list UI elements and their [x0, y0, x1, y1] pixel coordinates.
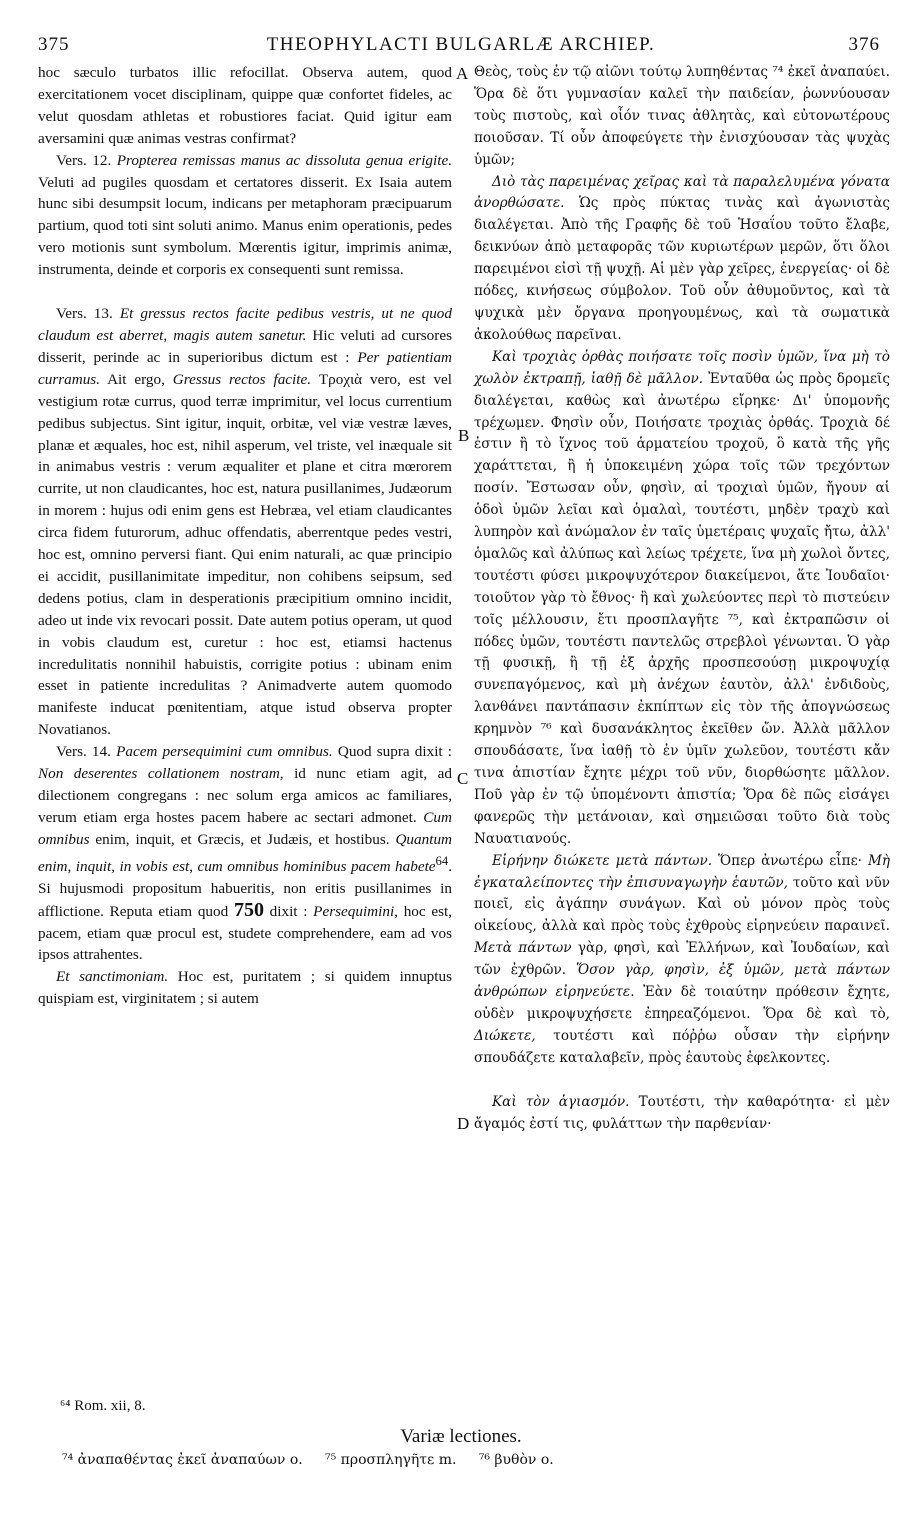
- variant-reading: ⁷⁶ βυθὸν ο.: [478, 1452, 554, 1468]
- variant-reading: ⁷⁴ ἀναπαθέντας ἐκεῖ ἀναπαύων ο.: [62, 1452, 303, 1468]
- latin-paragraph: Et sanctimoniam. Hoc est, puritatem ; si quidem innuptus quispiam est, virginitatem ; si autem: [38, 968, 452, 1008]
- greek-paragraph: Καὶ τὸν ἁγιασμόν. Τουτέστι, τὴν καθαρότητα· εἰ μὲν ἄγαμός ἐστί τις, φυλάττων τὴν παρθενίαν·: [474, 1093, 890, 1132]
- column-number: 750: [233, 898, 264, 921]
- margin-marker-b: B: [458, 426, 470, 445]
- greek-column: [474, 62, 890, 1136]
- greek-paragraph: Διὸ τὰς παρειμένας χεῖρας καὶ τὰ παραλελυμένα γόνατα ἀνορθώσατε. Ὡς πρὸς πύκτας τινὰς καὶ ἀγωνιστὰς διαλέγεται. Ἀπὸ τῆς Γραφῆς δὲ τοῦ Ἡσαΐου τοῦτο ἔλαβε, δεικνύων ἀπὸ μεταφορᾶς τῶν κυριωτέρων μερῶν, ὅτι ὅλοι παρειμένοι εἰσὶ τῇ ψυχῇ. Αἱ μὲν γὰρ χεῖρες, ἐνεργείας· οἱ δὲ πόδες, κινήσεως σύμβολον. Τοῦ οὖν ἀθυμοῦντος, καὶ τὰ ψυχικὰ μὲν ὄργανα προηγουμένως, καὶ τὰ σωματικὰ ἀκολούθως παρεῖναι.: [474, 173, 890, 343]
- variae-lectiones-title: Variæ lectiones.: [400, 1426, 522, 1447]
- footnote: ⁶⁴ Rom. xii, 8.: [60, 1398, 146, 1414]
- page-title: THEOPHYLACTI BULGARLÆ ARCHIEP.: [266, 34, 656, 55]
- footnote-ref: 64: [435, 853, 449, 868]
- latin-column: [38, 62, 452, 1010]
- latin-paragraph: Vers. 13. Et gressus rectos facite pedibus vestris, ut ne quod claudum est aberret, magis autem sanetur. Hic veluti ad cursores disserit, perinde ac in superioribus dictum est : Per patientiam curramus. Ait ergo, Gressus rectos facite. Τροχιὰ vero, est vel vestigium rotæ currus, quod terræ imprimitur, vel locus currentium pedibus subjectus. Sint igitur, inquit, orbitæ, vel viæ vestræ læves, planæ et æquales, hoc est, nihil asperum, vel triste, vel inæquale sit in animabus vestris : verum æqualiter et plane et citra mœrorem currite, ut non claudicantes, hoc est, natura pusillanimes, Judæorum in morem : hujus odi enim gens est Hebræa, vel etiam claudicantes circa fidem futurorum, adhuc offendatis, aberrentque pedes vestri, hoc est, omnino perversi fiant. Qui enim naturali, ac quæ principio ei accidit, pusillanimitate impeditur, non cohibens seipsum, sed dedens potius, clam in desperationis præcipitium omnino incidit, adeo ut inde vix revocari possit. Date autem potius operam, ut quod in vobis claudum est, curetur : hoc est, etiamsi hactenus incredulitatis nonnihil habuistis, corrigite potius : ubinam enim esset in patiente incredulitas ? Animadverte autem quomodo manifeste inducat pœnitentiam, atque istud observa propter Novatianos.: [38, 305, 453, 739]
- running-header: [0, 34, 922, 62]
- variae-lectiones-list: [62, 1452, 554, 1468]
- margin-marker-c: C: [457, 769, 469, 788]
- variant-reading: ⁷⁵ προσπληγῆτε m.: [325, 1452, 457, 1468]
- greek-paragraph: Εἰρήνην διώκετε μετὰ πάντων. Ὅπερ ἀνωτέρω εἶπε· Μὴ ἐγκαταλείποντες τὴν ἐπισυναγωγὴν ἑαυτῶν, τοῦτο καὶ νῦν ποιεῖ, εἰς ἀγάπην συνάγων. Καὶ οὐ μόνον πρὸς τοὺς οἰκείους, ἀλλὰ καὶ πρὸς τοὺς ἐχθροὺς εἰρηνεύειν παραινεῖ. Μετὰ πάντων γὰρ, φησὶ, καὶ Ἑλλήνων, καὶ Ἰουδαίων, καὶ τῶν ἐχθρῶν. Ὅσον γὰρ, φησὶν, ἐξ ὑμῶν, μετὰ πάντων ἀνθρώπων εἰρηνεύετε. Ἐὰν δὲ τοιαύτην πρόθεσιν ἔχητε, οὐδὲν μικροψυχήσετε ἐπηρεαζόμενοι. Ὅρα δὲ καὶ τὸ, Διώκετε, τουτέστι καὶ πόῤῥω οὖσαν τὴν εἰρήνην σπουδάζετε καταλαβεῖν, πρὸς ἑαυτοὺς ἐφελκοντες.: [474, 852, 891, 1066]
- page-number-left: 375: [38, 34, 70, 55]
- latin-paragraph: Vers. 14. Pacem persequimini cum omnibus. Quod supra dixit : Non deserentes collationem nostram, id nunc etiam agit, ad dilectionem congregans : nec solum erga amicos ac familiares, verum etiam erga hostes pacem habere ac sectari admonet. Cum omnibus enim, inquit, et Græcis, et Judæis, et hostibus. Quantum enim, inquit, in vobis est, cum omnibus hominibus pacem habete$^{64}$. Si hujusmodi propositum habueritis, non eritis pusillanimes in afflictione. Reputa etiam quod 750 dixit : Persequimini, hoc est, pacem, etiam quæ procul est, studete comprehendere, eam ad vos ipsos attrahentes.: [38, 743, 453, 964]
- greek-paragraph: Καὶ τροχιὰς ὀρθὰς ποιήσατε τοῖς ποσὶν ὑμῶν, ἵνα μὴ τὸ χωλὸν ἐκτραπῇ, ἰαθῇ δὲ μᾶλλον. Ἐνταῦθα ὡς πρὸς δρομεῖς διαλέγεται, καθὼς καὶ ἀνωτέρω εἴρηκε· Δι' ὑπομονῆς τρέχωμεν. Φησὶν οὖν, Ποιήσατε τροχιὰς ὀρθάς. Τροχιὰ δέ ἐστιν ἢ τὸ ἴχνος τοῦ ἁρματείου τροχοῦ, ὃ κατὰ τῆς γῆς χαράττεται, ἢ ἡ ὑποκειμένη χώρα τοῖς τῶν τρεχόντων ποσίν. Ἔστωσαν οὖν, φησὶν, αἱ τροχιαὶ ὑμῶν, ἤγουν αἱ ὁδοὶ ὑμῶν λεῖαι καὶ ὁμαλαὶ, τουτέστι, μηδὲν τραχὺ καὶ λυπηρὸν καὶ ἀνώμαλον ἐν ταῖς ὑμετέραις ψυχαῖς ἤτω, ἀλλ' ὁμαλῶς καὶ ἀλύπως καὶ λείως τρέχετε, ἵνα μὴ χωλοὶ ὄντες, τουτέστι φύσει μικροψυχότερον διακείμενοι, ἅτε Ἰουδαῖοι· τοιοῦτον γὰρ τὸ ἔθνος· ἢ καὶ χωλεύοντες περὶ τὸ πιστεύειν τοῖς μέλλουσιν, ἔτι προσπλαγῆτε ⁷⁵, καὶ ἐκτραπῶσιν οἱ πόδες ὑμῶν, τουτέστι παντελῶς στρεβλοὶ γένωνται. Ὁ γὰρ τῇ φυσικῇ, ἢ τῇ ἐξ ἀρχῆς προσπεσούσῃ μικροψυχίᾳ συνεπαγόμενος, καὶ μὴ ἀνέχων ἑαυτὸν, ἀλλ' ἐνδιδοὺς, λανθάνει παντάπασιν ἐκπίπτων εἰς τὸν τῆς ἀπογνώσεως κρημνὸν ⁷⁶ καὶ δυσανάκλητος ἐκεῖθεν ὤν. Ἀλλὰ μᾶλλον σπουδάσατε, ἵνα ἰαθῇ τὸ ἐν ὑμῖν χωλεῦον, τουτέστι κἄν τινα ἀπιστίαν ἔχητε μέχρι τοῦ νῦν, διορθώσητε μᾶλλον. Ποῦ γὰρ ἐν τῷ ὑπομένοντι ἀπιστία; Ὅρα δὲ πῶς εἰσάγει φανερῶς τὴν μετάνοιαν, καὶ σημειῶσαι τοῦτο διὰ τοὺς Ναυατιανούς.: [474, 348, 890, 847]
- margin-marker-a: A: [456, 64, 469, 83]
- latin-paragraph: hoc sæculo turbatos illic refocillat. Observa autem, quod exercitationem vocet disciplinam, quippe quæ confortet fideles, ac velut quosdam athletas et robustiores faciat. Quid igitur eam aversamini quæ animas vestras confirmat?: [38, 64, 452, 147]
- latin-paragraph: Vers. 12. Propterea remissas manus ac dissoluta genua erigite. Veluti ad pugiles quosdam et certatores disserit. Ex Isaia autem hunc sibi desumpsit locum, indicans per metaphoram præcipuarum partium, quod toti sint soluti animo. Manus enim operationis, pedes vero motionis sunt symbolum. Mœrentis igitur, imprimis animæ, instrumenta, deinde et corporis ex consequenti sunt remissa.: [38, 151, 452, 279]
- greek-paragraph: Θεὸς, τοὺς ἐν τῷ αἰῶνι τούτῳ λυπηθέντας ⁷⁴ ἐκεῖ ἀναπαύει. Ὅρα δὲ ὅτι γυμνασίαν καλεῖ τὴν παιδείαν, ῥωννύουσαν τοὺς πιστοὺς, καὶ οἷόν τινας ἀθλητὰς, καὶ εὐτονωτέρους ποιοῦσαν. Τί οὖν ἀποφεύγετε τὴν ἐνισχύουσαν τὰς ψυχὰς ὑμῶν;: [474, 64, 890, 168]
- page-number-right: 376: [848, 34, 880, 55]
- margin-marker-d: D: [457, 1114, 470, 1133]
